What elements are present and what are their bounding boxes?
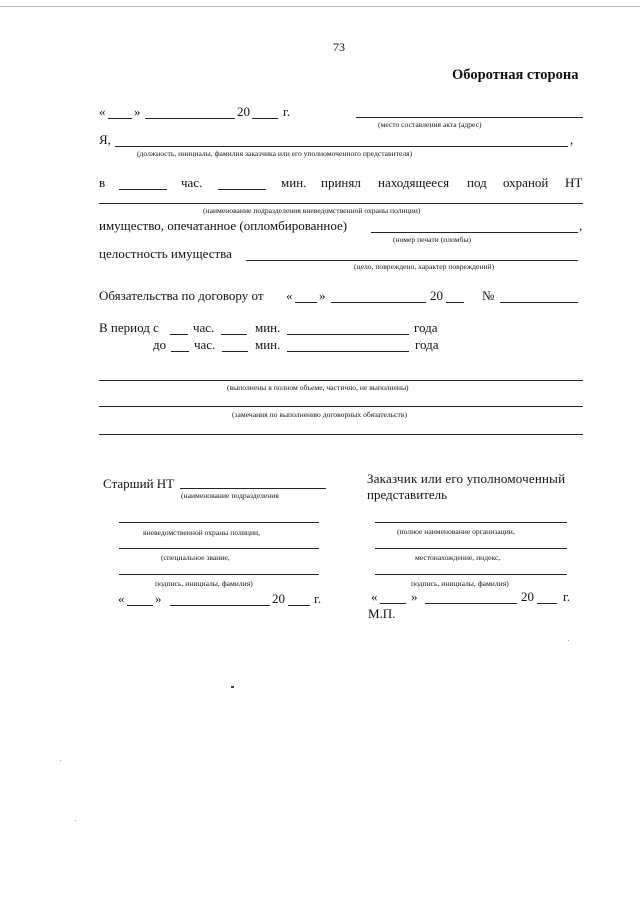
seal-caption: (номер печати (пломбы) (393, 235, 471, 244)
period-from-date-blank[interactable] (287, 334, 409, 335)
remarks-blank-2[interactable] (99, 434, 583, 435)
seal-number-blank[interactable] (371, 232, 578, 233)
obligations-year-blank[interactable] (446, 302, 464, 303)
date-year-suffix: г. (283, 104, 291, 119)
remarks-caption: (замечания по выполнению договорных обязательств) (232, 410, 407, 419)
date-year-prefix: 20 (237, 104, 250, 119)
left-signature-blank[interactable] (119, 574, 319, 575)
left-date-year-blank[interactable] (288, 605, 310, 606)
period-to-year-word: года (415, 337, 439, 352)
ya-blank[interactable] (115, 146, 568, 147)
accepted-word-prinyal: принял (321, 175, 361, 190)
accepted-word-min: мин. (281, 175, 307, 190)
place-blank[interactable] (356, 117, 583, 118)
obligations-close-quote: » (319, 288, 326, 303)
left-date-day-blank[interactable] (127, 605, 153, 606)
scan-speck (75, 820, 76, 821)
period-from-minute-blank[interactable] (221, 334, 247, 335)
left-rank-blank[interactable] (119, 548, 319, 549)
left-caption-3: (специальное звание, (161, 553, 230, 562)
page-number: 73 (333, 40, 345, 54)
right-date-year-blank[interactable] (537, 603, 557, 604)
fulfilled-blank[interactable] (99, 380, 583, 381)
obligations-year-prefix: 20 (430, 288, 443, 303)
page-heading: Оборотная сторона (452, 67, 579, 83)
right-date-close-quote: » (411, 589, 418, 604)
scan-speck (60, 760, 61, 761)
right-signature-blank[interactable] (375, 574, 567, 575)
accepted-word-nt: НТ (565, 175, 583, 190)
period-from-year-word: года (414, 320, 438, 335)
right-address-blank[interactable] (375, 548, 567, 549)
left-date-year-prefix: 20 (272, 591, 285, 606)
stamp-label: М.П. (368, 606, 396, 621)
accepted-unit-blank[interactable] (99, 203, 583, 204)
right-date-month-blank[interactable] (425, 603, 517, 604)
left-date-close-quote: » (155, 591, 162, 606)
scan-speck (568, 640, 569, 641)
left-date-year-suffix: г. (314, 591, 322, 606)
obligations-open-quote: « (286, 288, 293, 303)
page-top-edge (0, 0, 640, 7)
scan-speck (231, 686, 234, 688)
right-date-open-quote: « (371, 589, 378, 604)
ya-end-mark: , (570, 132, 574, 147)
date-open-quote: « (99, 104, 106, 119)
left-unit-blank-2[interactable] (119, 522, 319, 523)
right-block-title-1: Заказчик или его уполномоченный (367, 471, 566, 486)
right-org-blank[interactable] (375, 522, 567, 523)
accepted-hour-blank[interactable] (119, 189, 167, 190)
obligations-number-blank[interactable] (500, 302, 578, 303)
right-date-year-suffix: г. (563, 589, 571, 604)
accepted-word-chas: час. (181, 175, 203, 190)
left-caption-2: вневедомственной охраны полиции, (143, 528, 260, 537)
left-unit-blank[interactable] (180, 488, 326, 489)
period-to-date-blank[interactable] (287, 351, 409, 352)
period-from-hour-blank[interactable] (170, 334, 188, 335)
period-from-minutes: мин. (255, 320, 281, 335)
fulfilled-caption: (выполнены в полном объеме, частично, не выполнены) (227, 383, 409, 392)
period-from-label: В период с (99, 320, 159, 335)
obligations-month-blank[interactable] (331, 302, 426, 303)
date-month-blank[interactable] (145, 118, 235, 119)
property-label: имущество, опечатанное (опломбированное) (99, 218, 348, 233)
right-block-title-2: представитель (367, 487, 448, 502)
remarks-blank[interactable] (99, 406, 583, 407)
accepted-minute-blank[interactable] (218, 189, 266, 190)
integrity-caption: (цело, повреждено, характер повреждений) (354, 262, 495, 271)
obligations-number-sign: № (482, 288, 495, 303)
ya-label: Я, (99, 132, 111, 147)
right-date-day-blank[interactable] (380, 603, 406, 604)
property-end-mark: , (579, 218, 583, 233)
place-caption: (место составления акта (адрес) (378, 120, 482, 129)
period-to-hour-blank[interactable] (171, 351, 189, 352)
right-caption-1: (полное наименование организации, (397, 527, 515, 536)
date-year-blank[interactable] (252, 118, 278, 119)
accepted-word-nahod: находящееся (378, 175, 450, 190)
right-caption-2: местонахождение, индекс, (415, 553, 501, 562)
obligations-day-blank[interactable] (295, 302, 317, 303)
left-date-month-blank[interactable] (170, 605, 270, 606)
right-date-year-prefix: 20 (521, 589, 534, 604)
integrity-blank[interactable] (246, 260, 578, 261)
integrity-label: целостность имущества (99, 246, 232, 261)
left-caption-1: (наименование подразделения (181, 491, 279, 500)
left-caption-4: подпись, инициалы, фамилия) (155, 579, 253, 588)
date-day-blank[interactable] (108, 118, 132, 119)
accepted-caption: (наименование подразделения вневедомственной охраны полиции) (203, 206, 421, 215)
period-to-hours: час. (194, 337, 216, 352)
left-block-title: Старший НТ (103, 476, 175, 491)
period-to-minute-blank[interactable] (222, 351, 248, 352)
period-from-hours: час. (193, 320, 215, 335)
accepted-word-v: в (99, 175, 106, 190)
ya-caption: (должность, инициалы, фамилия заказчика или его уполномоченного представителя) (137, 149, 413, 158)
period-to-minutes: мин. (255, 337, 281, 352)
obligations-label: Обязательства по договору от (99, 288, 264, 303)
period-to-label: до (153, 337, 167, 352)
accepted-word-ohranoy: охраной (503, 175, 549, 190)
left-date-open-quote: « (118, 591, 125, 606)
date-close-quote: » (134, 104, 141, 119)
accepted-word-pod: под (467, 175, 487, 190)
right-caption-3: подпись, инициалы, фамилия) (411, 579, 509, 588)
